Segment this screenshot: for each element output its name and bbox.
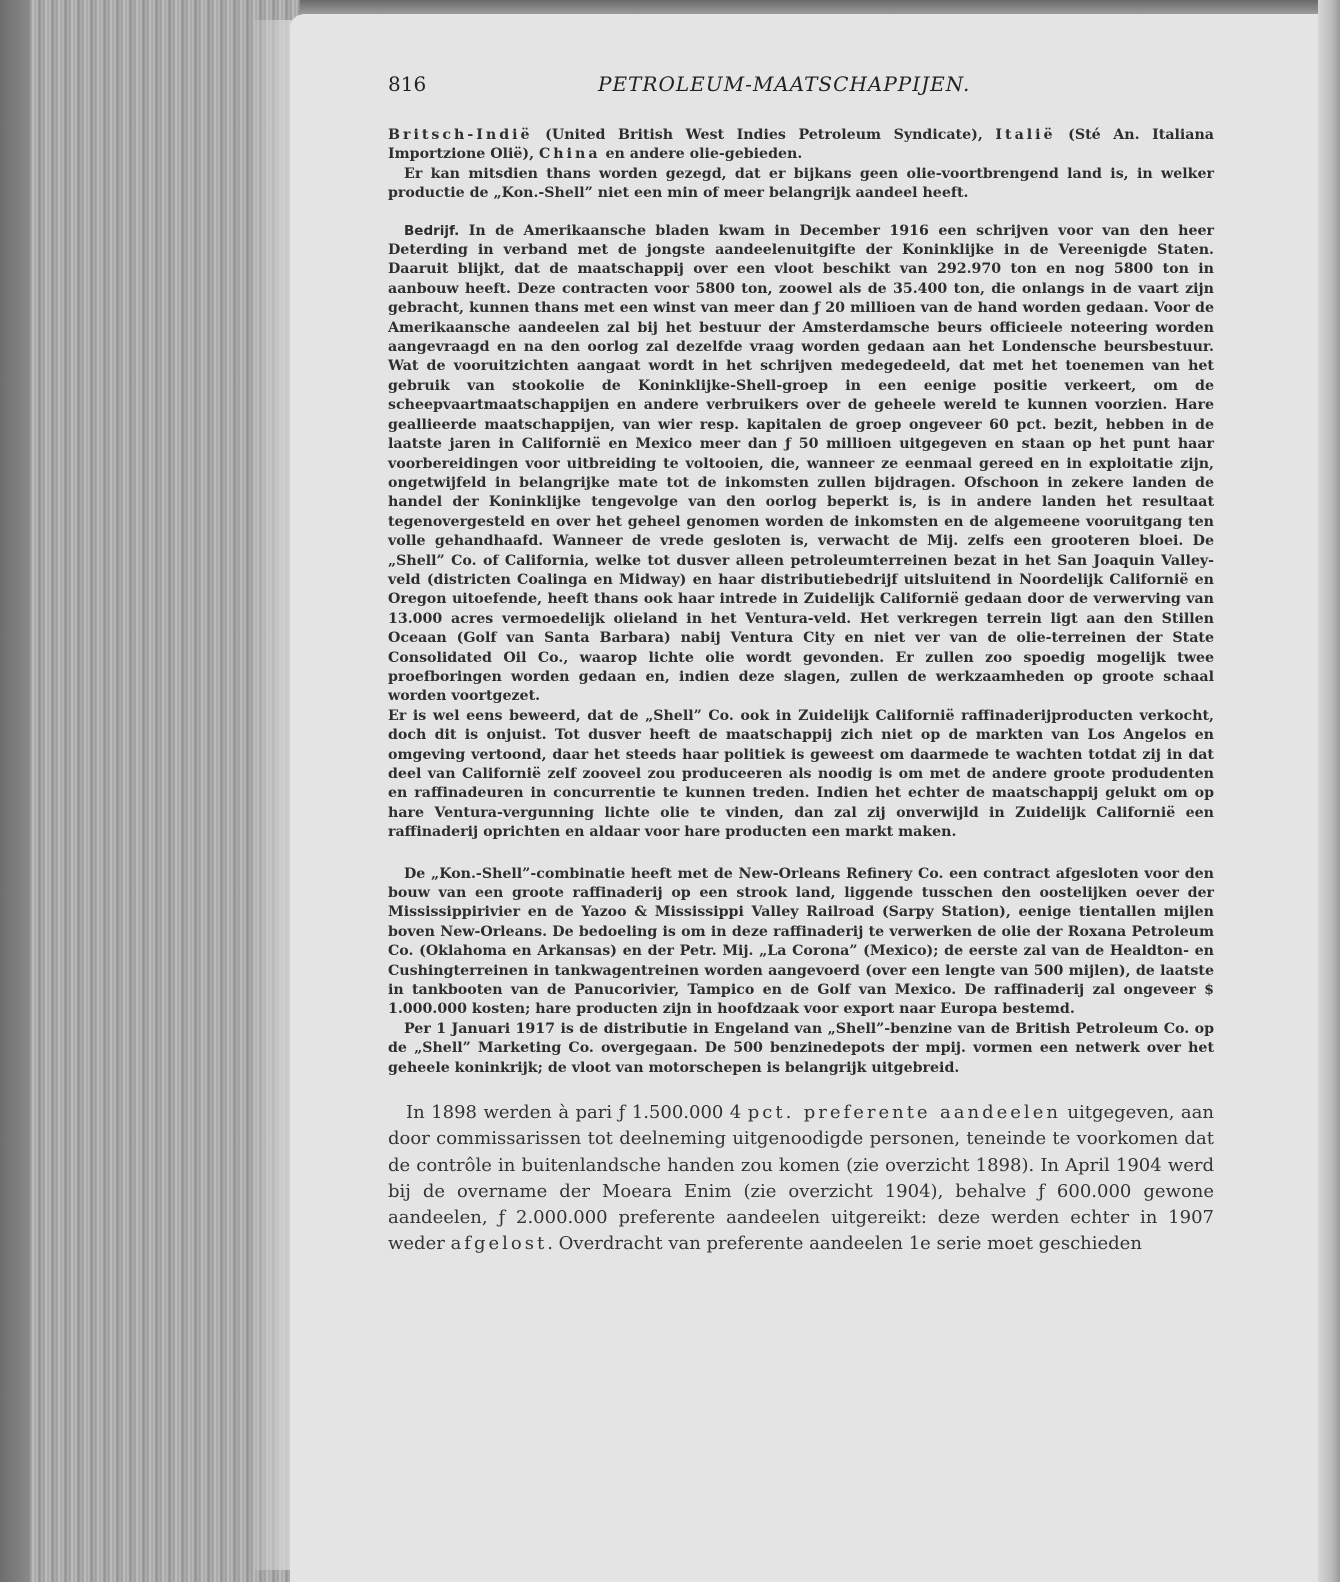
emphasized-term: afgelost bbox=[450, 1233, 548, 1255]
refinery-section bbox=[388, 865, 1214, 1078]
bedrijf-paragraph-2: Er is wel eens beweerd, dat de „Shell” Co. ook in Zuidelijk Californië raffinaderijproducten verkocht, doch dit is onjuist. Tot dusver heeft de maatschappij zich niet op de markten van Los Angelos en omgeving vertoond, daar het steeds haar politiek is geweest om daarmede te wachten totdat zij in dat deel van Californië zelf zooveel zou produceeren als noodig is om met de andere groote produdenten en raffinadeuren in concurrentie te kunnen treden. Indien het echter de maatschappij gelukt om op hare Ventura-vergunning lichte olie te vinden, dan zal zij onverwijld in Zuidelijk Californië een raffinaderij oprichten en aldaar voor hare producten een markt maken. bbox=[388, 707, 1214, 841]
country-name: Britsch-Indië bbox=[388, 127, 533, 143]
intro-section bbox=[388, 126, 1214, 204]
running-title: PETROLEUM-MAATSCHAPPIJEN. bbox=[598, 72, 971, 96]
refinery-paragraph-1: De „Kon.-Shell”-combinatie heeft met de New-Orleans Refinery Co. een contract afgesloten voor den bouw van een groote raffinaderij op een strook land, liggende tusschen den oostelijken oever der Mississippirivier en de Yazoo & Mississippi Valley Railroad (Sarpy Station), eenige tientallen mijlen boven New-Orleans. De bedoeling is om in deze raffinaderij te verwerken de olie der Roxana Petroleum Co. (Oklahoma en Arkansas) en der Petr. Mij. „La Corona” (Mexico); de eerste zal van de Healdton- en Cushingterreinen in tankwagentreinen worden aangevoerd (over een lengte van 500 mijlen), de laatste in tankbooten van de Panucorivier, Tampico en de Golf van Mexico. De raffinaderij zal ongeveer $ 1.000.000 kosten; hare producten zijn in hoofdzaak voor export naar Europa bestemd. bbox=[388, 865, 1214, 1018]
section-run-in-heading: Bedrijf. bbox=[404, 222, 460, 239]
page-content bbox=[388, 72, 1214, 1257]
country-name: Italië bbox=[995, 127, 1056, 143]
country-name: China bbox=[539, 146, 601, 163]
bedrijf-section bbox=[388, 222, 1214, 843]
bedrijf-paragraph-1: Bedrijf. In de Amerikaansche bladen kwam in December 1916 een schrijven voor van den heer Deterding in verband met de jongste aandeelenuitgifte der Koninklijke in de Vereenigde Staten. Daaruit blijkt, dat de maatschappij over een vloot beschikt van 292.970 ton en nog 5800 ton in aanbouw heeft. Deze contracten voor 5800 ton, zoowel als de 35.400 ton, die onlangs in de vaart zijn gebracht, kunnen thans met een winst van meer dan ƒ 20 millioen van de hand worden gedaan. Voor de Amerikaansche aandeelen zal bij het bestuur der Amsterdamsche beurs officieele noteering worden aangevraagd en na den oorlog zal dezelfde vraag worden gedaan aan het Londensche beursbestuur. Wat de vooruitzichten aangaat wordt in het schrijven medegedeeld, dat met het toenemen van het gebruik van stookolie de Koninklijke-Shell-groep in een eenige positie verkeert, om de scheepvaartmaatschappijen en andere verbruikers over de geheele wereld te kunnen voorzien. Hare geallieerde maatschappijen, van wier resp. kapitalen de groep ongeveer 60 pct. bezit, hebben in de laatste jaren in Californië en Mexico meer dan ƒ 50 millioen uitgegeven en staan op het punt haar voorbereidingen voor uitbreiding te voltooien, die, wanneer ze eenmaal gereed en in exploitatie zijn, ongetwijfeld in belangrijke mate tot de inkomsten zullen bijdragen. Ofschoon in zekere landen de handel der Koninklijke tengevolge van den oorlog beperkt is, is in andere landen het resultaat tegenovergesteld en over het geheel genomen worden de inkomsten en de algemeene vooruitgang ten volle gehandhaafd. Wanneer de vrede gesloten is, verwacht de Mij. zelfs een grooteren bloei. De „Shell” Co. of California, welke tot dusver alleen petroleumterreinen bezat in het San Joaquin Valley-veld (districten Coalinga en Midway) en haar distributiebedrijf uitsluitend in Noordelijk Californië en Oregon uitoefende, heeft thans ook haar intrede in Zuidelijk Californië gedaan door de verwerving van 13.000 acres vermoedelijk olieland in het Ventura-veld. Het verkregen terrein ligt aan den Stillen Oceaan (Golf van Santa Barbara) nabij Ventura City en niet ver van de olie-terreinen der State Consolidated Oil Co., waarop lichte olie wordt gevonden. Er zullen zoo spoedig mogelijk twee proefboringen worden gedaan en, indien deze slagen, zullen de werkzaamheden op groote schaal worden voortgezet. bbox=[388, 222, 1214, 705]
intro-paragraph-1: Britsch-Indië (United British West Indies Petroleum Syndicate), Italië (Sté An. Italiana Importzione Olië), China en andere olie-gebieden. bbox=[388, 127, 1214, 163]
right-page-edge bbox=[1318, 0, 1340, 1582]
page-number: 816 bbox=[388, 72, 427, 96]
intro-paragraph-2: Er kan mitsdien thans worden gezegd, dat er bijkans geen olie-voortbrengend land is, in welker productie de „Kon.-Shell” niet een min of meer belangrijk aandeel heeft. bbox=[388, 165, 1214, 202]
shares-section bbox=[388, 1100, 1214, 1257]
page-header bbox=[388, 72, 1214, 112]
refinery-paragraph-2: Per 1 Januari 1917 is de distributie in Engeland van „Shell”-benzine van de British Petroleum Co. op de „Shell” Marketing Co. overgegaan. De 500 benzinedepots der mpij. vormen een netwerk over het geheele koninkrijk; de vloot van motorschepen is belangrijk uitgebreid. bbox=[388, 1020, 1214, 1076]
emphasized-term: pct. preferente aandeelen bbox=[747, 1102, 1061, 1124]
shares-paragraph: In 1898 werden à pari ƒ 1.500.000 4 pct. preferente aandeelen uitgegeven, aan door commissarissen tot deelneming uitgenoodigde personen, teneinde te voorkomen dat de contrôle in buitenlandsche handen zou komen (zie overzicht 1898). In April 1904 werd bij de overname der Moeara Enim (zie overzicht 1904), behalve ƒ 600.000 gewone aandeelen, ƒ 2.000.000 preferente aandeelen uitgereikt: deze werden echter in 1907 weder afgelost. Overdracht van preferente aandeelen 1e serie moet geschieden bbox=[388, 1102, 1214, 1255]
